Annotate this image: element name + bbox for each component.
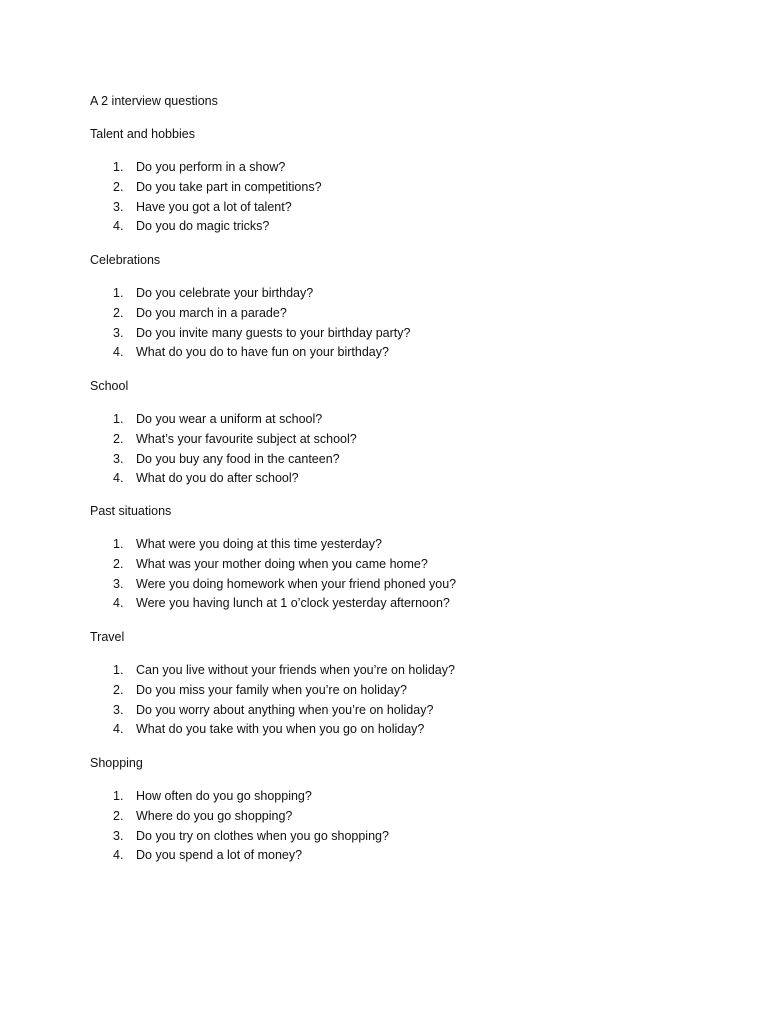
question-text: What do you do after school? (136, 471, 299, 486)
list-number: 2. (113, 431, 124, 446)
question-text: Do you buy any food in the canteen? (136, 451, 340, 466)
document-title: A 2 interview questions (90, 94, 218, 108)
list-number: 4. (113, 471, 124, 486)
section-heading: Past situations (90, 504, 172, 518)
list-number: 1. (113, 537, 124, 551)
list-number: 4. (113, 345, 124, 360)
section-heading: Celebrations (90, 253, 161, 267)
list-number: 1. (113, 412, 124, 426)
section-shopping (90, 755, 690, 863)
question-text: Do you spend a lot of money? (136, 848, 303, 863)
question-text: What’s your favourite subject at school? (136, 431, 357, 446)
section-travel (90, 629, 690, 737)
section-heading: Shopping (90, 756, 143, 770)
list-number: 1. (113, 663, 124, 677)
question-text: Do you celebrate your birthday? (136, 286, 314, 300)
list-number: 1. (113, 789, 124, 803)
question-text: Do you perform in a show? (136, 160, 286, 174)
question-text: Do you worry about anything when you’re on holiday? (136, 702, 434, 717)
list-number: 2. (113, 179, 124, 194)
question-text: What do you take with you when you go on holiday? (136, 722, 425, 737)
question-text: Can you live without your friends when you’re on holiday? (136, 663, 455, 677)
section-heading: Talent and hobbies (90, 127, 195, 141)
question-text: What do you do to have fun on your birthday? (136, 345, 389, 360)
list-number: 3. (113, 702, 124, 717)
list-number: 3. (113, 325, 124, 340)
list-number: 4. (113, 219, 124, 234)
section-talent-and-hobbies (90, 126, 690, 234)
question-text: Where do you go shopping? (136, 808, 293, 823)
list-number: 4. (113, 722, 124, 737)
section-heading: School (90, 379, 129, 393)
question-text: Have you got a lot of talent? (136, 199, 292, 214)
question-text: What was your mother doing when you came home? (136, 556, 428, 571)
question-text: Were you having lunch at 1 o’clock yesterday afternoon? (136, 596, 450, 611)
question-text: Were you doing homework when your friend phoned you? (136, 576, 457, 591)
section-celebrations (90, 252, 690, 360)
list-number: 3. (113, 451, 124, 466)
list-number: 1. (113, 160, 124, 174)
list-number: 2. (113, 305, 124, 320)
section-heading: Travel (90, 630, 125, 644)
question-text: Do you wear a uniform at school? (136, 412, 323, 426)
list-number: 2. (113, 808, 124, 823)
question-text: Do you do magic tricks? (136, 219, 270, 234)
question-text: Do you invite many guests to your birthday party? (136, 325, 411, 340)
question-text: Do you take part in competitions? (136, 179, 322, 194)
question-text: What were you doing at this time yesterday? (136, 537, 382, 551)
question-text: Do you miss your family when you’re on holiday? (136, 682, 407, 697)
list-number: 1. (113, 286, 124, 300)
list-number: 2. (113, 556, 124, 571)
question-text: How often do you go shopping? (136, 789, 312, 803)
list-number: 4. (113, 596, 124, 611)
list-number: 3. (113, 199, 124, 214)
question-text: Do you try on clothes when you go shopping? (136, 828, 389, 843)
list-number: 3. (113, 576, 124, 591)
question-text: Do you march in a parade? (136, 305, 287, 320)
list-number: 3. (113, 828, 124, 843)
list-number: 2. (113, 682, 124, 697)
section-school (90, 378, 690, 486)
list-number: 4. (113, 848, 124, 863)
section-past-situations (90, 503, 690, 611)
